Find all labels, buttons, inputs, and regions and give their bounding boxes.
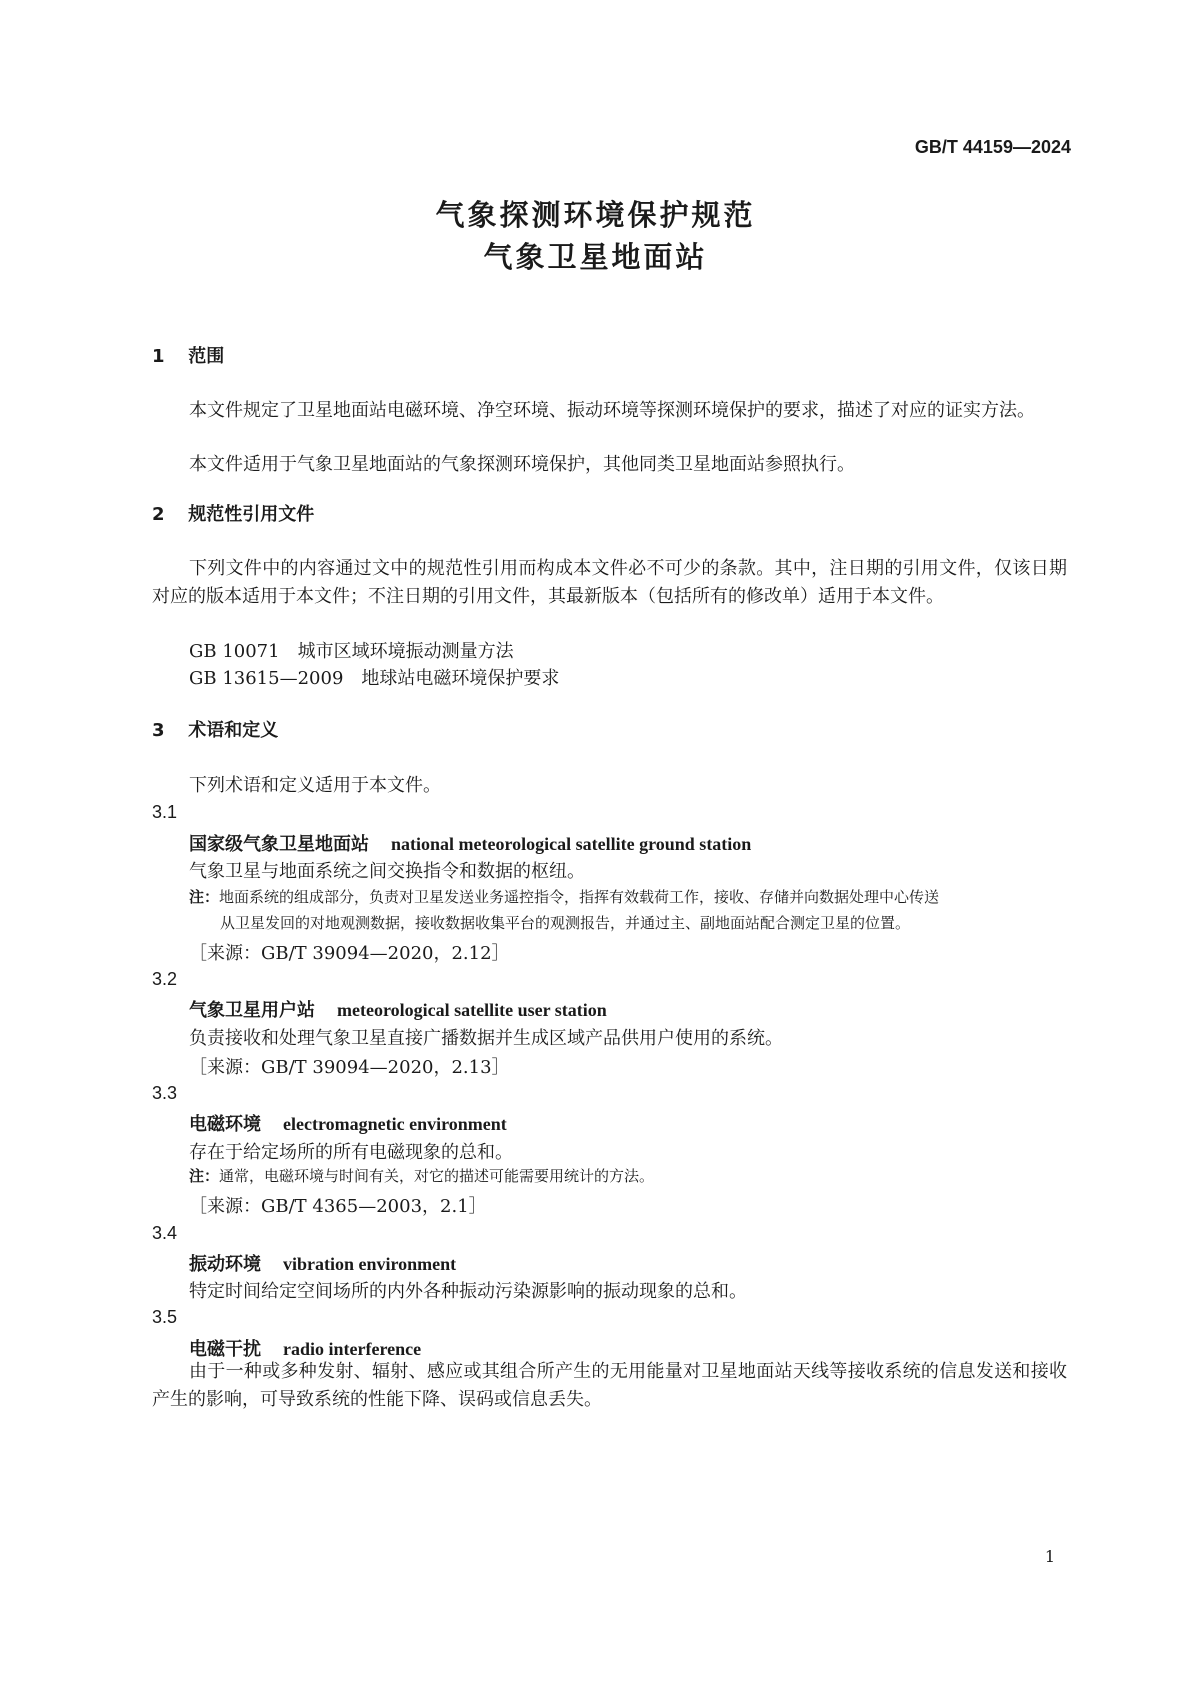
term-definition: 负责接收和处理气象卫星直接广播数据并生成区域产品供用户使用的系统。 [189, 1028, 783, 1049]
section-title: 术语和定义 [188, 720, 279, 741]
term-chinese: 电磁环境 [189, 1114, 261, 1135]
section-heading-2 [152, 500, 314, 526]
term-chinese: 气象卫星用户站 [189, 1000, 315, 1021]
note-label: 注： [189, 1167, 220, 1185]
term-note [189, 884, 1069, 936]
term-heading [189, 830, 751, 856]
title-line-2: 气象卫星地面站 [483, 240, 708, 274]
term-chinese: 国家级气象卫星地面站 [189, 834, 369, 855]
note-label: 注： [189, 888, 220, 906]
section-heading-1 [152, 342, 224, 368]
term-heading [189, 1110, 507, 1136]
term-number: 3.5 [152, 1307, 178, 1327]
term-english: electromagnetic environment [283, 1114, 507, 1134]
term-english: meteorological satellite user station [337, 1000, 607, 1020]
term-chinese: 电磁干扰 [189, 1339, 261, 1360]
section-number: 3 [152, 720, 165, 741]
note-text-continued: 从卫星发回的对地观测数据，接收数据收集平台的观测报告，并通过主、副地面站配合测定卫星的位置。 [220, 914, 911, 932]
term-source: ［来源：GB/T 4365—2003，2.1］ [189, 1196, 487, 1217]
term-definition: 存在于给定场所的所有电磁现象的总和。 [189, 1142, 513, 1163]
term-heading [189, 1250, 456, 1276]
section-heading-3 [152, 716, 278, 742]
standard-code: GB/T 44159—2024 [914, 137, 1071, 157]
term-number: 3.4 [152, 1223, 178, 1243]
section-1-paragraph-1: 本文件规定了卫星地面站电磁环境、净空环境、振动环境等探测环境保护的要求，描述了对应的证实方法。 [189, 400, 1035, 421]
section-number: 2 [152, 504, 165, 525]
term-chinese: 振动环境 [189, 1254, 261, 1275]
term-definition: 由于一种或多种发射、辐射、感应或其组合所产生的无用能量对卫星地面站天线等接收系统的信息发送和接收产生的影响，可导致系统的性能下降、误码或信息丢失。 [152, 1361, 1067, 1410]
section-1-paragraph-2: 本文件适用于气象卫星地面站的气象探测环境保护，其他同类卫星地面站参照执行。 [189, 454, 855, 475]
term-definition: 特定时间给定空间场所的内外各种振动污染源影响的振动现象的总和。 [189, 1281, 747, 1302]
title-line-1: 气象探测环境保护规范 [435, 198, 756, 232]
page-number: 1 [1044, 1547, 1055, 1566]
normative-reference: GB 13615—2009 地球站电磁环境保护要求 [189, 668, 560, 689]
term-english: vibration environment [283, 1254, 457, 1274]
section-3-intro: 下列术语和定义适用于本文件。 [189, 775, 441, 796]
term-number: 3.2 [152, 969, 178, 989]
normative-reference: GB 10071 城市区域环境振动测量方法 [189, 641, 514, 662]
term-number: 3.1 [152, 802, 178, 822]
term-english: national meteorological satellite ground station [391, 834, 752, 854]
term-definition: 气象卫星与地面系统之间交换指令和数据的枢纽。 [189, 861, 585, 882]
section-title: 规范性引用文件 [188, 504, 315, 525]
note-text: 通常，电磁环境与时间有关，对它的描述可能需要用统计的方法。 [219, 1167, 655, 1185]
section-title: 范围 [188, 346, 225, 367]
term-heading [189, 996, 607, 1022]
note-text: 地面系统的组成部分，负责对卫星发送业务遥控指令，指挥有效载荷工作，接收、存储并向数据处理中心传送 [219, 888, 940, 906]
term-english: radio interference [283, 1339, 422, 1359]
term-note [189, 1163, 1069, 1189]
term-source: ［来源：GB/T 39094—2020，2.12］ [189, 943, 510, 964]
section-number: 1 [152, 346, 165, 367]
term-source: ［来源：GB/T 39094—2020，2.13］ [189, 1057, 510, 1078]
term-number: 3.3 [152, 1083, 178, 1103]
section-2-paragraph-1: 下列文件中的内容通过文中的规范性引用而构成本文件必不可少的条款。其中，注日期的引用文件，仅该日期对应的版本适用于本文件；不注日期的引用文件，其最新版本（包括所有的修改单）适用于本文件。 [152, 558, 1067, 607]
